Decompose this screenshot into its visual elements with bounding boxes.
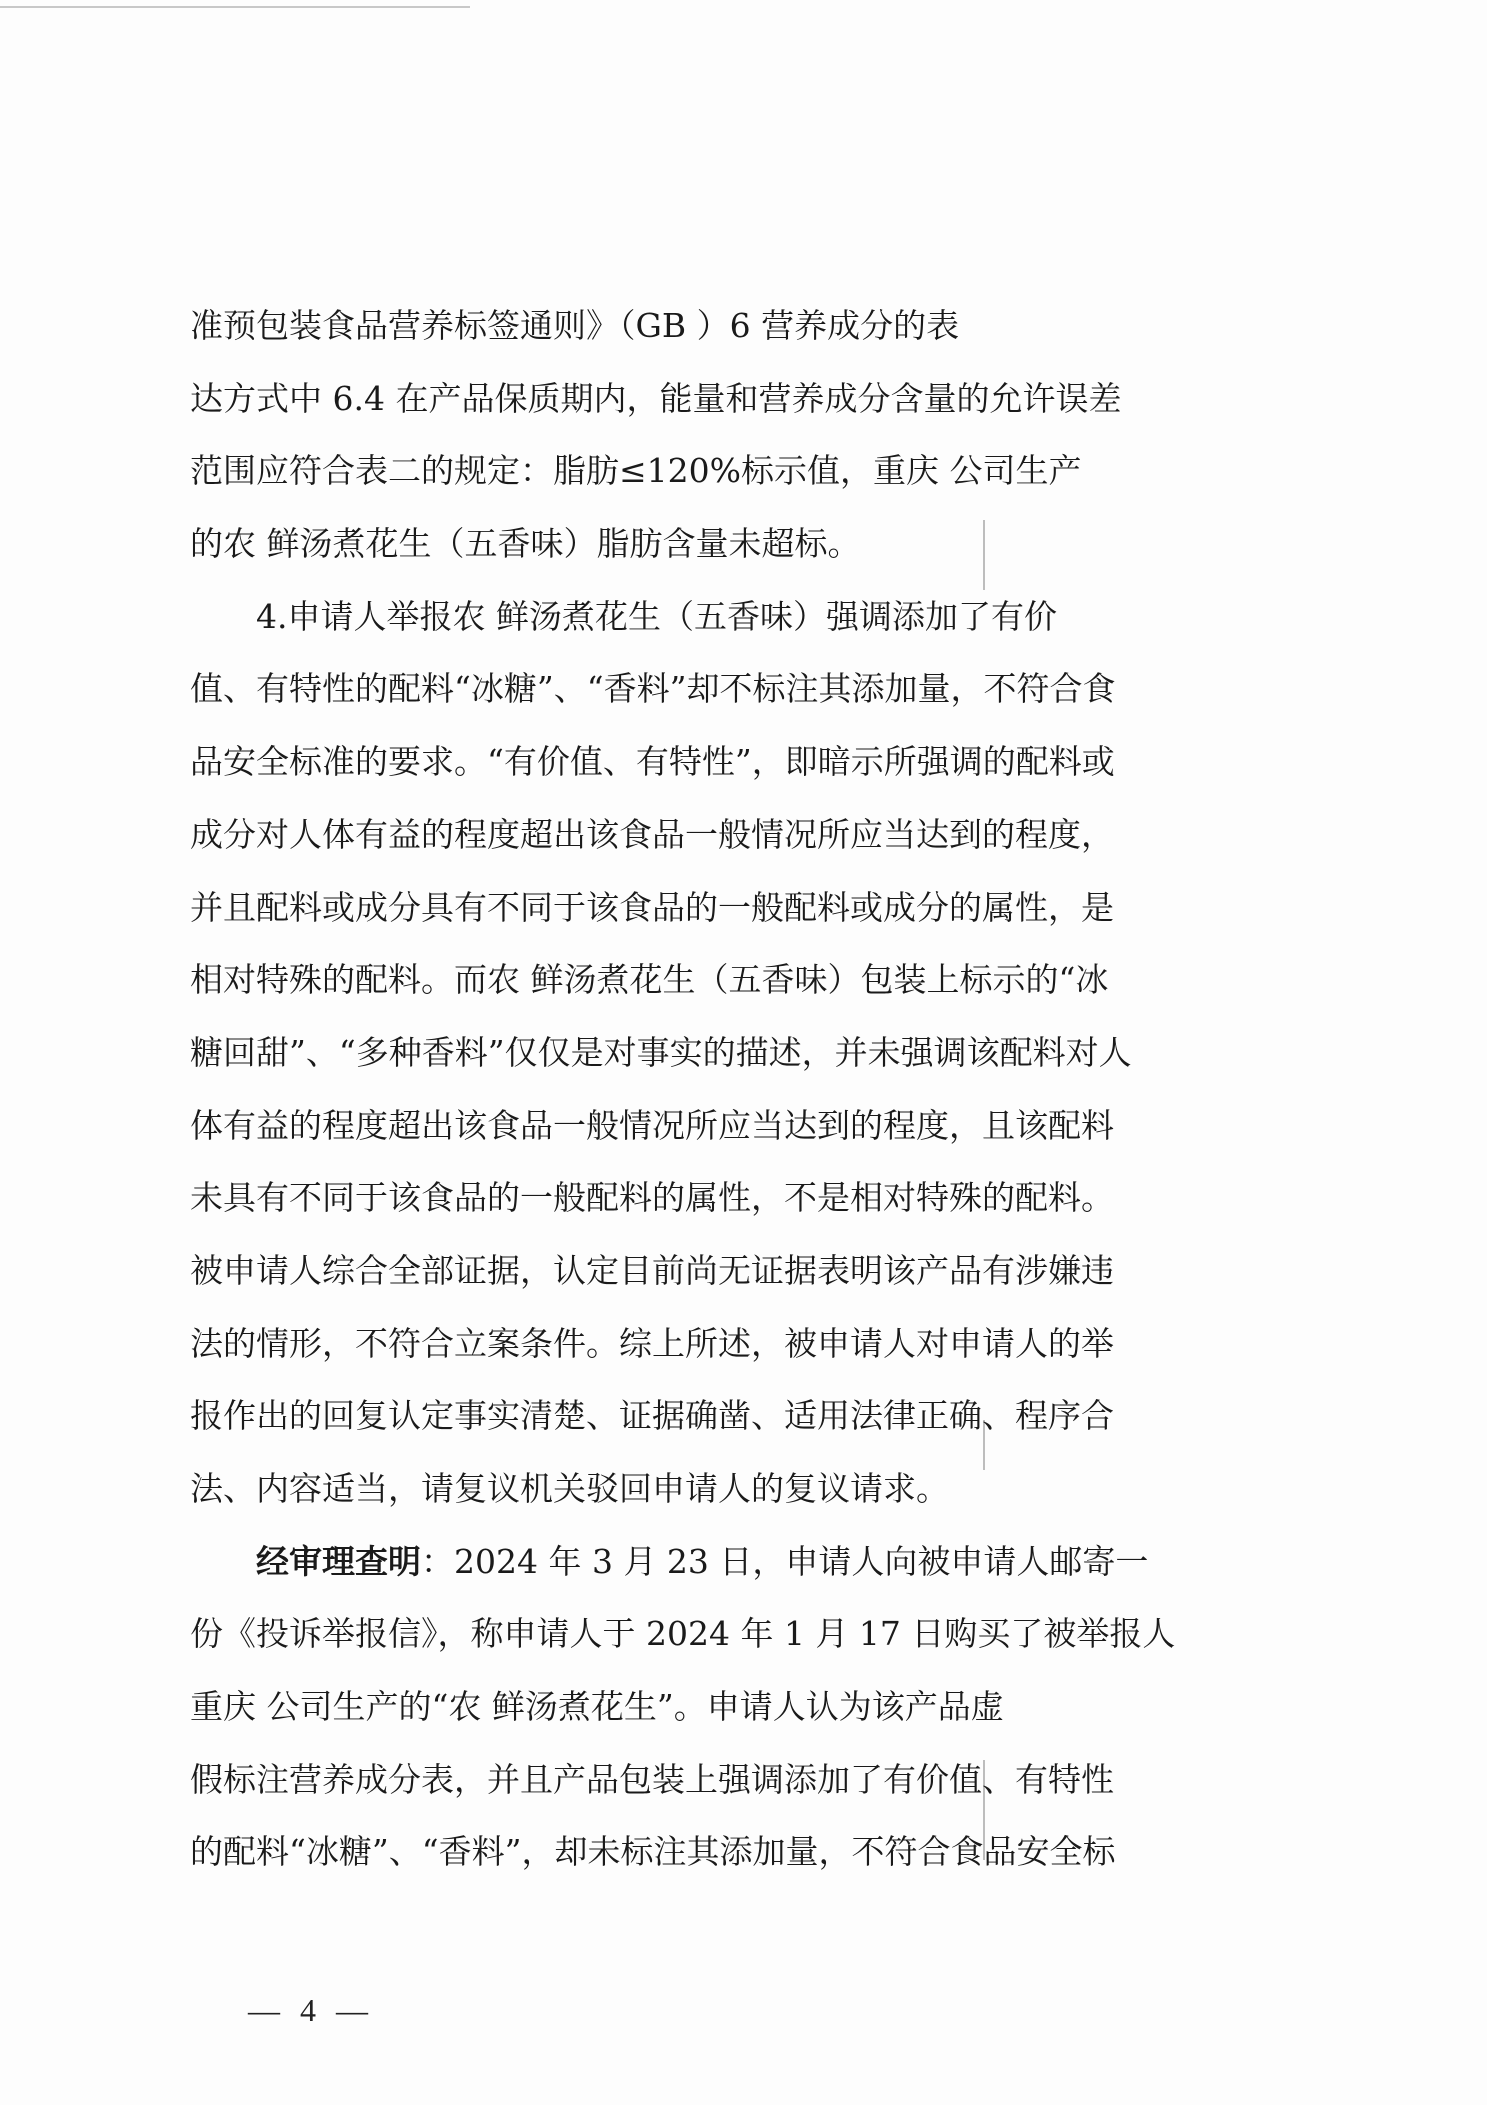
text-line: 品安全标准的要求。“有价值、有特性”，即暗示所强调的配料或 bbox=[190, 742, 1115, 782]
text-line: 值、有特性的配料“冰糖”、“香料”却不标注其添加量，不符合食 bbox=[190, 669, 1116, 709]
paragraph-start-line: 4.申请人举报农 鲜汤煮花生（五香味）强调添加了有价 bbox=[256, 596, 1057, 636]
text-line: 相对特殊的配料。而农 鲜汤煮花生（五香味）包装上标示的“冰 bbox=[190, 960, 1109, 1000]
text-line: 达方式中 6.4 在产品保质期内，能量和营养成分含量的允许误差 bbox=[190, 378, 1122, 418]
scan-edge-rule bbox=[0, 6, 470, 8]
text-line: 未具有不同于该食品的一般配料的属性，不是相对特殊的配料。 bbox=[190, 1178, 1114, 1218]
text-line: 的配料“冰糖”、“香料”，却未标注其添加量，不符合食品安全标 bbox=[190, 1832, 1116, 1872]
text-line: 的农 鲜汤煮花生（五香味）脂肪含量未超标。 bbox=[190, 524, 861, 564]
text-line: 成分对人体有益的程度超出该食品一般情况所应当达到的程度， bbox=[190, 814, 1114, 854]
text-line: 法、内容适当，请复议机关驳回申请人的复议请求。 bbox=[190, 1469, 949, 1508]
text-line: 并且配料或成分具有不同于该食品的一般配料或成分的属性，是 bbox=[190, 887, 1114, 927]
text-line: 法的情形，不符合立案条件。综上所述，被申请人对申请人的举 bbox=[190, 1323, 1114, 1363]
text-line: 假标注营养成分表，并且产品包装上强调添加了有价值、有特性 bbox=[190, 1759, 1114, 1799]
text-line: 体有益的程度超出该食品一般情况所应当达到的程度，且该配料 bbox=[190, 1105, 1114, 1145]
text-line: 范围应符合表二的规定：脂肪≤120%标示值，重庆 公司生产 bbox=[190, 451, 1082, 491]
paragraph-start-line: 经审理查明：2024 年 3 月 23 日，申请人向被申请人邮寄一 bbox=[256, 1541, 1149, 1581]
page-number: — 4 — bbox=[248, 1992, 374, 2028]
text-line: 糖回甜”、“多种香料”仅仅是对事实的描述，并未强调该配料对人 bbox=[190, 1032, 1132, 1072]
text-line: 报作出的回复认定事实清楚、证据确凿、适用法律正确、程序合 bbox=[190, 1396, 1114, 1436]
text-line: 份《投诉举报信》，称申请人于 2024 年 1 月 17 日购买了被举报人 bbox=[190, 1614, 1176, 1654]
text-line: 被申请人综合全部证据，认定目前尚无证据表明该产品有涉嫌违 bbox=[190, 1250, 1114, 1290]
text-line: 重庆 公司生产的“农 鲜汤煮花生”。申请人认为该产品虚 bbox=[190, 1687, 1004, 1727]
document-body bbox=[190, 290, 1310, 1889]
finding-label: 经审理查明 bbox=[256, 1541, 421, 1581]
text-line: 准预包装食品营养标签通则》（GB ）6 营养成分的表 bbox=[190, 306, 960, 345]
